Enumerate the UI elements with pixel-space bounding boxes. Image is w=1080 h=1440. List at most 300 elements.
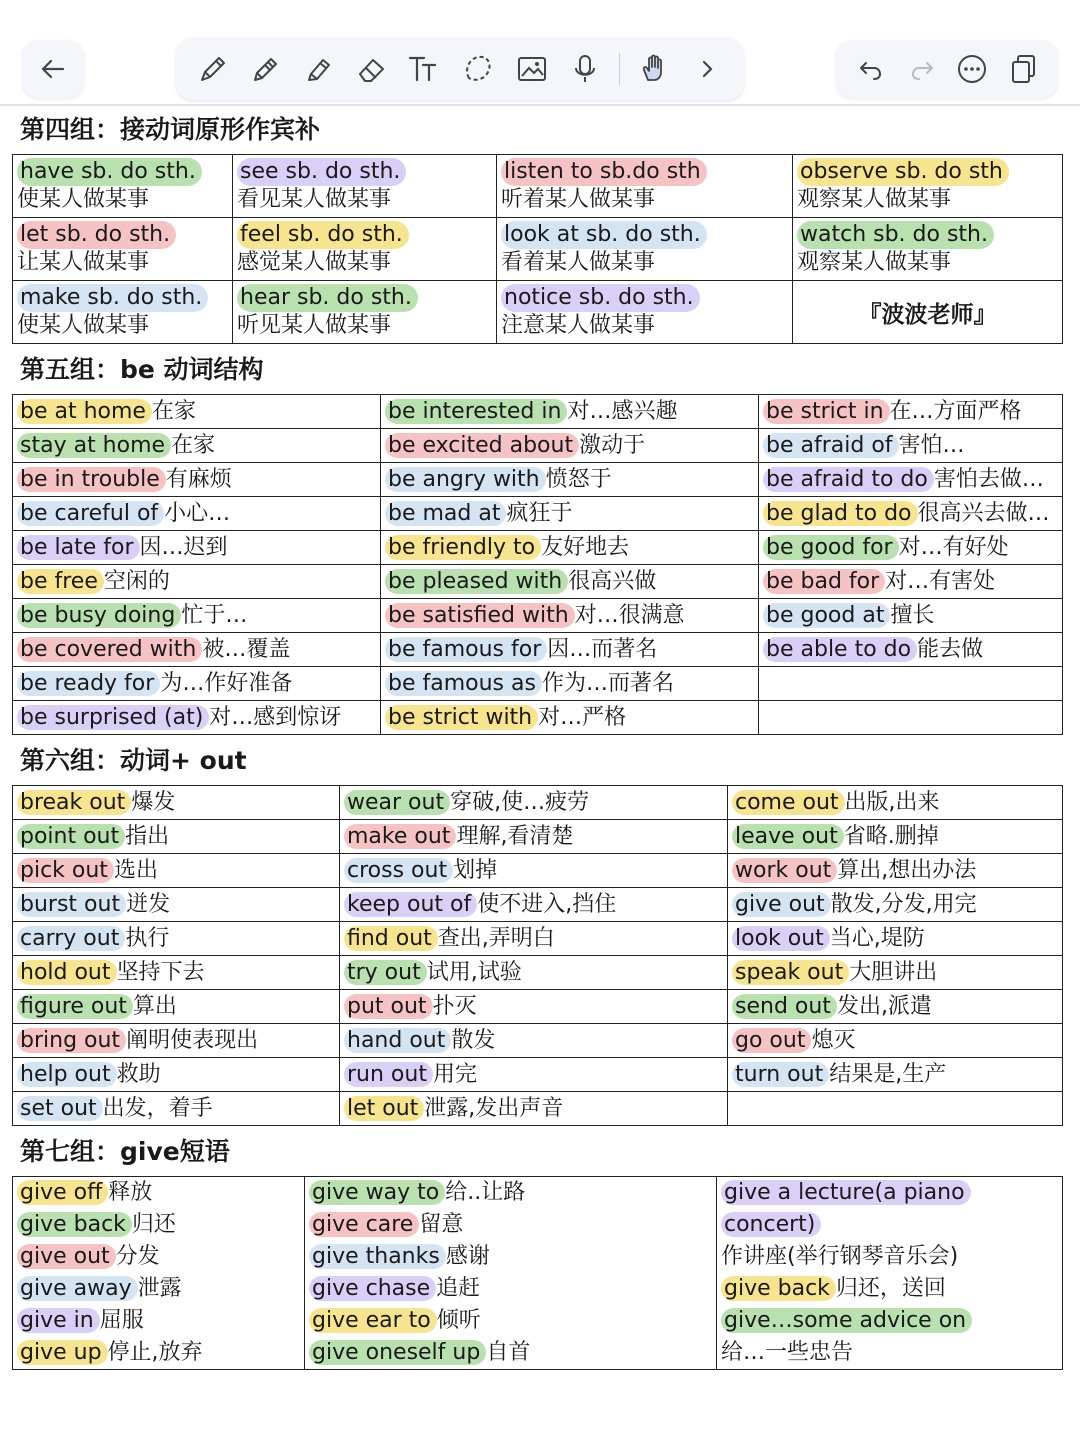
table-cell: [13, 1092, 340, 1126]
phrase-chinese: 省略.删掉: [843, 824, 939, 849]
phrase-chinese: 对…严格: [538, 705, 627, 730]
table-row: [13, 667, 1063, 701]
phrase-english: work out: [732, 858, 837, 883]
phrase-english: be good for: [763, 535, 899, 560]
tool-palette: [176, 38, 744, 100]
table-cell: [381, 565, 759, 599]
table-cell: [759, 395, 1063, 429]
phrase-english: be strict in: [763, 399, 890, 424]
table-row: [13, 497, 1063, 531]
phrase-chinese: 追赶: [436, 1276, 481, 1301]
phrase-english: give up: [17, 1340, 108, 1365]
table-cell: [13, 701, 381, 735]
phrase-english: give in: [17, 1308, 100, 1333]
phrase-english: be afraid to do: [763, 467, 934, 492]
table-cell: [13, 155, 233, 218]
table-cell: [13, 922, 340, 956]
phrase-english: feel sb. do sth.: [237, 221, 409, 249]
table-cell: [759, 701, 1063, 735]
phrase-chinese: 听着某人做某事: [501, 187, 656, 212]
phrase-chinese: 听见某人做某事: [237, 313, 392, 338]
phrase-english: be careful of: [17, 501, 164, 526]
table-cell: [728, 820, 1063, 854]
phrase-chinese: 归还，送回: [835, 1276, 946, 1301]
phrase-english: point out: [17, 824, 125, 849]
table-group5: [12, 394, 1063, 735]
table-row: [13, 155, 1063, 218]
table-cell: [497, 155, 793, 218]
table-cell: [759, 531, 1063, 565]
phrase-english: be late for: [17, 535, 140, 560]
pencil-icon: [249, 52, 283, 86]
pages-button[interactable]: [1004, 50, 1042, 88]
phrase-english: watch sb. do sth.: [797, 221, 994, 249]
phrase-english: be angry with: [385, 467, 546, 492]
phrase-english: be surprised (at): [17, 705, 209, 730]
phrase-english: see sb. do sth.: [237, 158, 406, 186]
table-cell: [233, 155, 497, 218]
phrase-chinese: 倾听: [436, 1308, 481, 1333]
pages-icon: [1008, 53, 1038, 85]
phrase-english: turn out: [732, 1062, 829, 1087]
phrase-english: give ear to: [309, 1308, 437, 1333]
table-cell: [13, 888, 340, 922]
marker-icon: [302, 52, 336, 86]
table-cell: [13, 281, 233, 344]
list-item: [721, 1337, 1058, 1369]
phrase-english: be bad for: [763, 569, 885, 594]
phrase-english: keep out of: [344, 892, 477, 917]
phrase-chinese: 空闲的: [103, 569, 170, 594]
phrase-chinese: 有麻烦: [165, 467, 232, 492]
phrase-english: give out: [732, 892, 831, 917]
phrase-english: notice sb. do sth.: [501, 284, 700, 312]
phrase-chinese: 屈服: [99, 1308, 144, 1333]
table-row: [13, 633, 1063, 667]
phrase-chinese: 指出: [125, 824, 170, 849]
table-group4: [12, 154, 1063, 344]
phrase-english: concert): [721, 1212, 821, 1237]
table-cell: [13, 463, 381, 497]
phrase-english: give chase: [309, 1276, 436, 1301]
list-item: [721, 1209, 1058, 1241]
list-item: [721, 1241, 1058, 1273]
toolbar: [0, 0, 1080, 106]
phrase-chinese: 泄露: [137, 1276, 182, 1301]
phrase-chinese: 被…覆盖: [202, 637, 291, 662]
list-item: [17, 1337, 300, 1369]
section-title-group4: 第四组：接动词原形作宾补: [20, 115, 321, 144]
phrase-english: give away: [17, 1276, 138, 1301]
table-row: [13, 1092, 1063, 1126]
table-cell: [340, 1058, 728, 1092]
list-item: [17, 1241, 300, 1273]
image-tool-button[interactable]: [513, 50, 551, 88]
table-cell: [497, 218, 793, 281]
table-row: [13, 786, 1063, 820]
phrase-english: cross out: [344, 858, 453, 883]
table-cell: [340, 854, 728, 888]
phrase-chinese: 试用,试验: [426, 960, 522, 985]
phrase-english: be mad at: [385, 501, 506, 526]
phrase-chinese: 使某人做某事: [17, 313, 150, 338]
phrase-english: hear sb. do sth.: [237, 284, 418, 312]
table-row: [13, 463, 1063, 497]
phrase-english: let out: [344, 1096, 424, 1121]
phrase-chinese: 能去做: [917, 637, 984, 662]
table-cell: [233, 218, 497, 281]
phrase-chinese: 使某人做某事: [17, 187, 150, 212]
phrase-chinese: 感谢: [445, 1244, 490, 1269]
phrase-chinese: 害怕…: [898, 433, 965, 458]
table-cell: [340, 990, 728, 1024]
undo-icon: [857, 55, 885, 83]
table-cell: [728, 854, 1063, 888]
phrase-english: be ready for: [17, 671, 160, 696]
phrase-english: find out: [344, 926, 438, 951]
table-cell: [13, 429, 381, 463]
table-cell: [340, 956, 728, 990]
more-options-button[interactable]: [953, 50, 991, 88]
phrase-english: go out: [732, 1028, 811, 1053]
table-row: [13, 701, 1063, 735]
table-cell: [381, 531, 759, 565]
pen-icon: [196, 52, 230, 86]
table-cell: [13, 786, 340, 820]
eraser-tool-button[interactable]: [353, 50, 391, 88]
lasso-icon: [461, 52, 495, 86]
table-cell: [13, 667, 381, 701]
list-item: [721, 1305, 1058, 1337]
give-column-3: [717, 1177, 1063, 1370]
phrase-english: be famous for: [385, 637, 547, 662]
table-cell: [340, 820, 728, 854]
table-cell: [13, 1024, 340, 1058]
phrase-english: hold out: [17, 960, 117, 985]
table-row: [13, 888, 1063, 922]
phrase-english: make out: [344, 824, 456, 849]
phrase-english: be busy doing: [17, 603, 181, 628]
phrase-english: look out: [732, 926, 830, 951]
table-cell: [340, 1092, 728, 1126]
phrase-chinese: 算出: [132, 994, 177, 1019]
phrase-english: give off: [17, 1180, 108, 1205]
phrase-chinese: 观察某人做某事: [797, 187, 952, 212]
phrase-chinese: 结果是,生产: [829, 1062, 947, 1087]
section-title-group5: 第五组：be 动词结构: [20, 355, 264, 384]
table-cell: [381, 599, 759, 633]
microphone-icon: [568, 52, 602, 86]
phrase-chinese: 擅长: [890, 603, 935, 628]
table-cell: [728, 990, 1063, 1024]
audio-record-button[interactable]: [566, 50, 604, 88]
list-item: [17, 1177, 300, 1209]
phrase-english: be interested in: [385, 399, 567, 424]
table-cell: [759, 463, 1063, 497]
phrase-english: hand out: [344, 1028, 451, 1053]
phrase-chinese: 释放: [108, 1180, 153, 1205]
phrase-english: be famous as: [385, 671, 542, 696]
phrase-chinese: 大胆讲出: [849, 960, 938, 985]
give-column-1: [13, 1177, 305, 1370]
phrase-chinese: 留意: [419, 1212, 464, 1237]
table-cell: [793, 218, 1063, 281]
redo-button[interactable]: [903, 50, 941, 88]
pen-tool-button[interactable]: [194, 50, 232, 88]
phrase-english: pick out: [17, 858, 114, 883]
phrase-chinese: 给…一些忠告: [721, 1340, 854, 1365]
phrase-chinese: 救助: [116, 1062, 161, 1087]
table-row: [13, 395, 1063, 429]
phrase-chinese: 感觉某人做某事: [237, 250, 392, 275]
phrase-chinese: 出发，着手: [102, 1096, 213, 1121]
phrase-english: give a lecture(a piano: [721, 1180, 971, 1205]
table-row: [13, 565, 1063, 599]
marker-tool-button[interactable]: [300, 50, 338, 88]
list-item: [309, 1337, 712, 1369]
phrase-english: break out: [17, 790, 131, 815]
phrase-chinese: 出版,出来: [844, 790, 940, 815]
table-cell: [340, 888, 728, 922]
phrase-chinese: 发出,派遣: [836, 994, 932, 1019]
phrase-chinese: 当心,堤防: [829, 926, 925, 951]
undo-button[interactable]: [852, 50, 890, 88]
phrase-english: bring out: [17, 1028, 126, 1053]
phrase-chinese: 注意某人做某事: [501, 313, 656, 338]
table-cell: [793, 155, 1063, 218]
table-cell: [759, 599, 1063, 633]
phrase-chinese: 在…方面严格: [889, 399, 1022, 424]
phrase-chinese: 归还: [131, 1212, 176, 1237]
teacher-signature: 『波波老师』: [858, 301, 997, 328]
toolbar-divider: [619, 53, 620, 85]
phrase-chinese: 用完: [432, 1062, 477, 1087]
phrase-english: be good at: [763, 603, 890, 628]
table-cell: [728, 1092, 1063, 1126]
note-page[interactable]: [12, 112, 1062, 1378]
phrase-english: be satisfied with: [385, 603, 575, 628]
table-cell: [381, 633, 759, 667]
phrase-chinese: 看见某人做某事: [237, 187, 392, 212]
phrase-chinese: 害怕去做…: [933, 467, 1044, 492]
table-cell: [381, 667, 759, 701]
phrase-english: look at sb. do sth.: [501, 221, 707, 249]
table-cell: [340, 1024, 728, 1058]
eraser-icon: [355, 52, 389, 86]
table-row: [13, 429, 1063, 463]
phrase-english: carry out: [17, 926, 125, 951]
phrase-english: burst out: [17, 892, 126, 917]
phrase-chinese: 分发: [115, 1244, 160, 1269]
table-row: [13, 854, 1063, 888]
phrase-chinese: 很高兴去做…: [917, 501, 1050, 526]
list-item: [309, 1177, 712, 1209]
table-row: [13, 1058, 1063, 1092]
list-item: [721, 1273, 1058, 1305]
phrase-english: figure out: [17, 994, 133, 1019]
phrase-chinese: 对…很满意: [574, 603, 685, 628]
phrase-english: be friendly to: [385, 535, 541, 560]
phrase-english: help out: [17, 1062, 117, 1087]
phrase-chinese: 因…而著名: [547, 637, 658, 662]
phrase-english: give back: [721, 1276, 836, 1301]
phrase-english: listen to sb.do sth: [501, 158, 707, 186]
phrase-chinese: 对…有好处: [898, 535, 1009, 560]
phrase-chinese: 散发,分发,用完: [830, 892, 977, 917]
table-cell: [381, 463, 759, 497]
hand-touch-icon: [637, 52, 671, 86]
table-cell: [13, 395, 381, 429]
phrase-chinese: 查出,弄明白: [437, 926, 555, 951]
table-row: [13, 990, 1063, 1024]
list-item: [17, 1273, 300, 1305]
table-cell: [728, 888, 1063, 922]
phrase-chinese: 穿破,使…疲劳: [450, 790, 590, 815]
table-cell: [233, 281, 497, 344]
phrase-chinese: 使不进入,挡住: [477, 892, 617, 917]
phrase-chinese: 散发: [451, 1028, 496, 1053]
table-cell: [759, 429, 1063, 463]
phrase-english: be able to do: [763, 637, 917, 662]
phrase-chinese: 作讲座(举行钢琴音乐会): [721, 1244, 959, 1269]
table-cell: [728, 956, 1063, 990]
phrase-chinese: 愤怒于: [545, 467, 612, 492]
text-icon: [407, 52, 443, 86]
action-buttons: [836, 40, 1058, 98]
table-cell: [759, 633, 1063, 667]
table-group7: [12, 1176, 1063, 1370]
phrase-chinese: 泄露,发出声音: [424, 1096, 564, 1121]
phrase-english: give thanks: [309, 1244, 446, 1269]
phrase-english: be strict with: [385, 705, 538, 730]
table-cell: [381, 395, 759, 429]
table-cell: [13, 565, 381, 599]
list-item: [17, 1305, 300, 1337]
phrase-english: be afraid of: [763, 433, 899, 458]
phrase-chinese: 在家: [171, 433, 216, 458]
section-title-group7: 第七组：give短语: [20, 1137, 230, 1166]
table-cell: [340, 786, 728, 820]
phrase-english: put out: [344, 994, 433, 1019]
phrase-chinese: 给..让路: [445, 1180, 526, 1205]
phrase-english: have sb. do sth.: [17, 158, 202, 186]
back-arrow-icon: [39, 55, 67, 83]
phrase-english: give way to: [309, 1180, 445, 1205]
phrase-english: be excited about: [385, 433, 579, 458]
table-cell: [793, 281, 1063, 344]
table-group6: [12, 785, 1063, 1126]
table-cell: [13, 531, 381, 565]
phrase-chinese: 爆发: [131, 790, 176, 815]
table-cell: [728, 1058, 1063, 1092]
table-cell: [13, 854, 340, 888]
phrase-chinese: 划掉: [453, 858, 498, 883]
phrase-chinese: 坚持下去: [116, 960, 205, 985]
table-cell: [759, 667, 1063, 701]
phrase-english: give oneself up: [309, 1340, 486, 1365]
phrase-english: leave out: [732, 824, 844, 849]
phrase-chinese: 很高兴做: [568, 569, 657, 594]
phrase-chinese: 理解,看清楚: [456, 824, 574, 849]
table-cell: [728, 1024, 1063, 1058]
table-cell: [13, 497, 381, 531]
table-cell: [13, 599, 381, 633]
table-row: [13, 956, 1063, 990]
phrase-english: stay at home: [17, 433, 171, 458]
table-row: [13, 218, 1063, 281]
table-cell: [13, 820, 340, 854]
phrase-english: be covered with: [17, 637, 202, 662]
phrase-english: be at home: [17, 399, 152, 424]
phrase-english: give…some advice on: [721, 1308, 972, 1333]
table-row: [13, 1024, 1063, 1058]
phrase-english: come out: [732, 790, 845, 815]
phrase-chinese: 激动于: [579, 433, 646, 458]
phrase-chinese: 友好地去: [541, 535, 630, 560]
phrase-english: be free: [17, 569, 104, 594]
phrase-chinese: 扑灭: [432, 994, 477, 1019]
phrase-chinese: 算出,想出办法: [837, 858, 977, 883]
phrase-english: give care: [309, 1212, 419, 1237]
phrase-english: make sb. do sth.: [17, 284, 208, 312]
table-cell: [13, 218, 233, 281]
lasso-tool-button[interactable]: [459, 50, 497, 88]
phrase-chinese: 为…作好准备: [160, 671, 293, 696]
table-cell: [13, 633, 381, 667]
hand-touch-button[interactable]: [635, 50, 673, 88]
phrase-english: set out: [17, 1096, 103, 1121]
phrase-chinese: 对…有害处: [885, 569, 996, 594]
table-row: [13, 820, 1063, 854]
chevron-right-icon: [697, 57, 717, 81]
table-cell: [13, 990, 340, 1024]
more-tools-button[interactable]: [688, 50, 726, 88]
list-item: [721, 1177, 1058, 1209]
phrase-english: run out: [344, 1062, 433, 1087]
phrase-english: send out: [732, 994, 837, 1019]
phrase-chinese: 疯狂于: [506, 501, 573, 526]
phrase-chinese: 在家: [151, 399, 196, 424]
back-button[interactable]: [22, 40, 84, 98]
phrase-chinese: 自首: [486, 1340, 531, 1365]
list-item: [309, 1273, 712, 1305]
phrase-chinese: 作为…而著名: [541, 671, 674, 696]
table-row: [13, 281, 1063, 344]
more-icon: [956, 53, 988, 85]
phrase-english: be in trouble: [17, 467, 166, 492]
phrase-chinese: 忙于…: [181, 603, 248, 628]
phrase-chinese: 阐明使表现出: [126, 1028, 259, 1053]
table-row: [13, 922, 1063, 956]
pencil-tool-button[interactable]: [247, 50, 285, 88]
list-item: [17, 1209, 300, 1241]
phrase-english: be glad to do: [763, 501, 918, 526]
table-row: [13, 531, 1063, 565]
phrase-chinese: 看着某人做某事: [501, 250, 656, 275]
table-cell: [13, 956, 340, 990]
phrase-chinese: 观察某人做某事: [797, 250, 952, 275]
phrase-chinese: 停止,放弃: [107, 1340, 203, 1365]
phrase-english: wear out: [344, 790, 450, 815]
phrase-english: let sb. do sth.: [17, 221, 176, 249]
list-item: [309, 1209, 712, 1241]
text-tool-button[interactable]: [406, 50, 444, 88]
list-item: [309, 1241, 712, 1273]
phrase-chinese: 熄灭: [811, 1028, 856, 1053]
phrase-chinese: 对…感到惊讶: [209, 705, 342, 730]
phrase-chinese: 执行: [125, 926, 170, 951]
table-cell: [759, 497, 1063, 531]
